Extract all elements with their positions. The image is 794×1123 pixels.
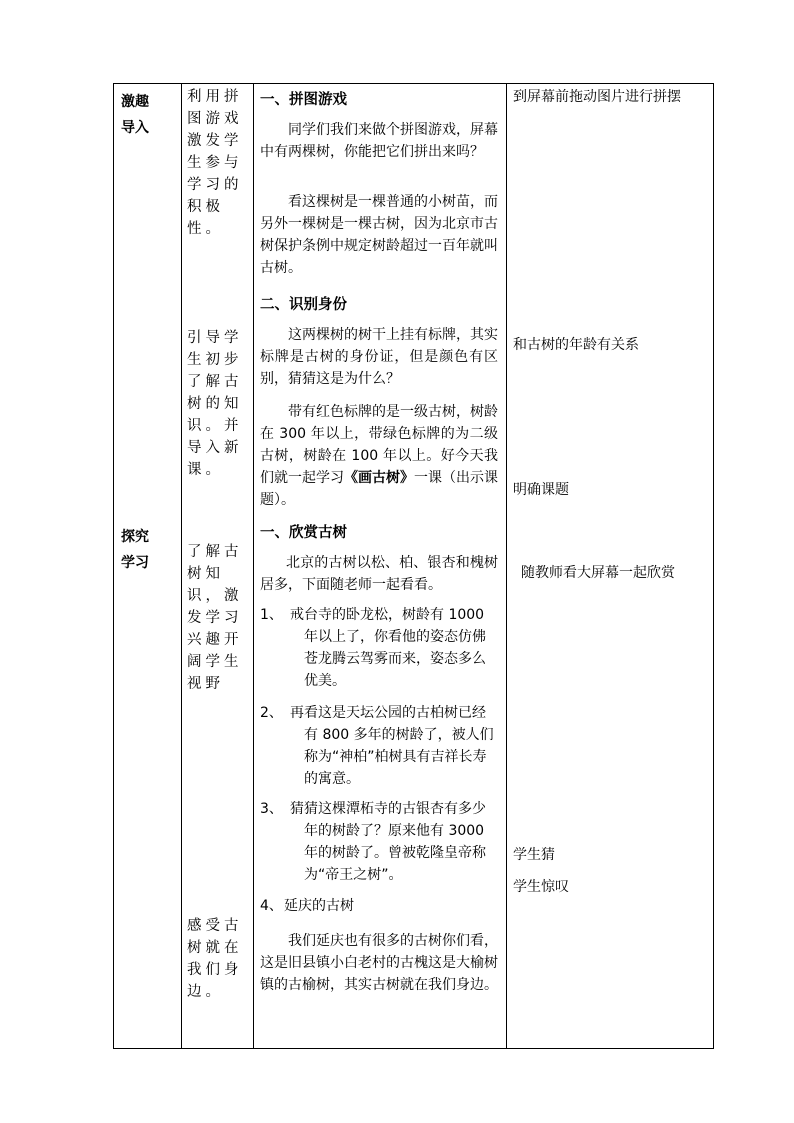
stage-column [114, 84, 182, 1049]
teacher-activity-column [254, 84, 507, 1049]
list-item-text: 延庆的古树 [284, 898, 354, 914]
lesson-title: 《画古树》 [344, 470, 414, 486]
lesson-plan-table [113, 83, 714, 1049]
goal-column [182, 84, 254, 1049]
goal-3: 了解古树知识，激发学习兴趣开阔学生视野 [187, 544, 243, 692]
paragraph-tags: 这两棵树的树干上挂有标牌，其实标牌是古树的身份证，但是颜色有区别，猜猜这是为什么？ [260, 327, 498, 387]
paragraph-tag-colors [260, 401, 498, 511]
list-item-text: 戒台寺的卧龙松，树龄有 1000 年以上了，你看他的姿态仿佛苍龙腾云驾雾而来，姿态多么优美。 [290, 607, 486, 689]
list-item [260, 604, 498, 692]
list-item-number: 1、 [260, 607, 283, 623]
list-item-number: 3、 [260, 801, 283, 817]
goal-4: 感受古树就在我们身边。 [187, 918, 243, 1000]
paragraph-puzzle-intro: 同学们我们来做个拼图游戏，屏幕中有两棵树，你能把它们拼出来吗？ [260, 122, 498, 160]
list-item [260, 895, 498, 917]
student-activity-6: 学生惊叹 [513, 879, 569, 895]
list-item-text: 再看这是天坛公园的古柏树已经有 800 多年的树龄了，被人们称为“神柏”柏树具有吉祥长寿的寓意。 [290, 705, 494, 787]
tag-colors-ending: 一课（出示课题）。 [260, 470, 498, 508]
stage-intro-line1: 激趣 [121, 94, 149, 110]
list-item-number: 4、 [260, 898, 283, 914]
stage-intro-line2: 导入 [121, 120, 149, 136]
paragraph-yanqing-trees: 我们延庆也有很多的古树你们看，这是旧县镇小白老村的古槐这是大榆树镇的古榆树，其实古树就在我们身边。 [260, 933, 498, 993]
stage-explore-line1: 探究 [121, 529, 149, 545]
heading-puzzle-game: 一、拼图游戏 [260, 92, 347, 108]
heading-identify: 二、识别身份 [260, 297, 347, 313]
list-item-text: 猜猜这棵潭柘寺的古银杏有多少年的树龄了？原来他有 3000 年的树龄了。曾被乾隆皇帝称为“帝王之树”。 [290, 801, 486, 883]
goal-1: 利用拼图游戏激发学生参与学习的积极性。 [187, 89, 243, 237]
goal-2: 引导学生初步了解古树的知识。并导入新课。 [187, 330, 243, 478]
stage-explore-line2: 学习 [121, 555, 149, 571]
student-activity-3: 明确课题 [513, 482, 569, 498]
student-activity-4: 随教师看大屏幕一起欣赏 [521, 565, 675, 581]
list-item-number: 2、 [260, 705, 283, 721]
stage-explore [121, 524, 149, 576]
paragraph-old-tree-definition: 看这棵树是一棵普通的小树苗，而另外一棵树是一棵古树，因为北京市古树保护条例中规定树龄超过一百年就叫古树。 [260, 194, 498, 276]
paragraph-beijing-trees: 北京的古树以松、柏、银杏和槐树居多，下面随老师一起看看。 [260, 555, 498, 593]
list-item [260, 798, 498, 886]
list-item [260, 702, 498, 790]
student-activity-column [507, 84, 714, 1049]
heading-appreciate: 一、欣赏古树 [260, 525, 347, 541]
student-activity-2: 和古树的年龄有关系 [513, 337, 639, 353]
stage-intro [121, 89, 149, 141]
student-activity-5: 学生猜 [513, 847, 555, 863]
student-activity-1: 到屏幕前拖动图片进行拼摆 [513, 89, 681, 105]
tag-colors-text: 带有红色标牌的是一级古树，树龄在 300 年以上，带绿色标牌的为二级古树，树龄在 100 年以上。好今天我们就一起学习 [260, 404, 498, 486]
